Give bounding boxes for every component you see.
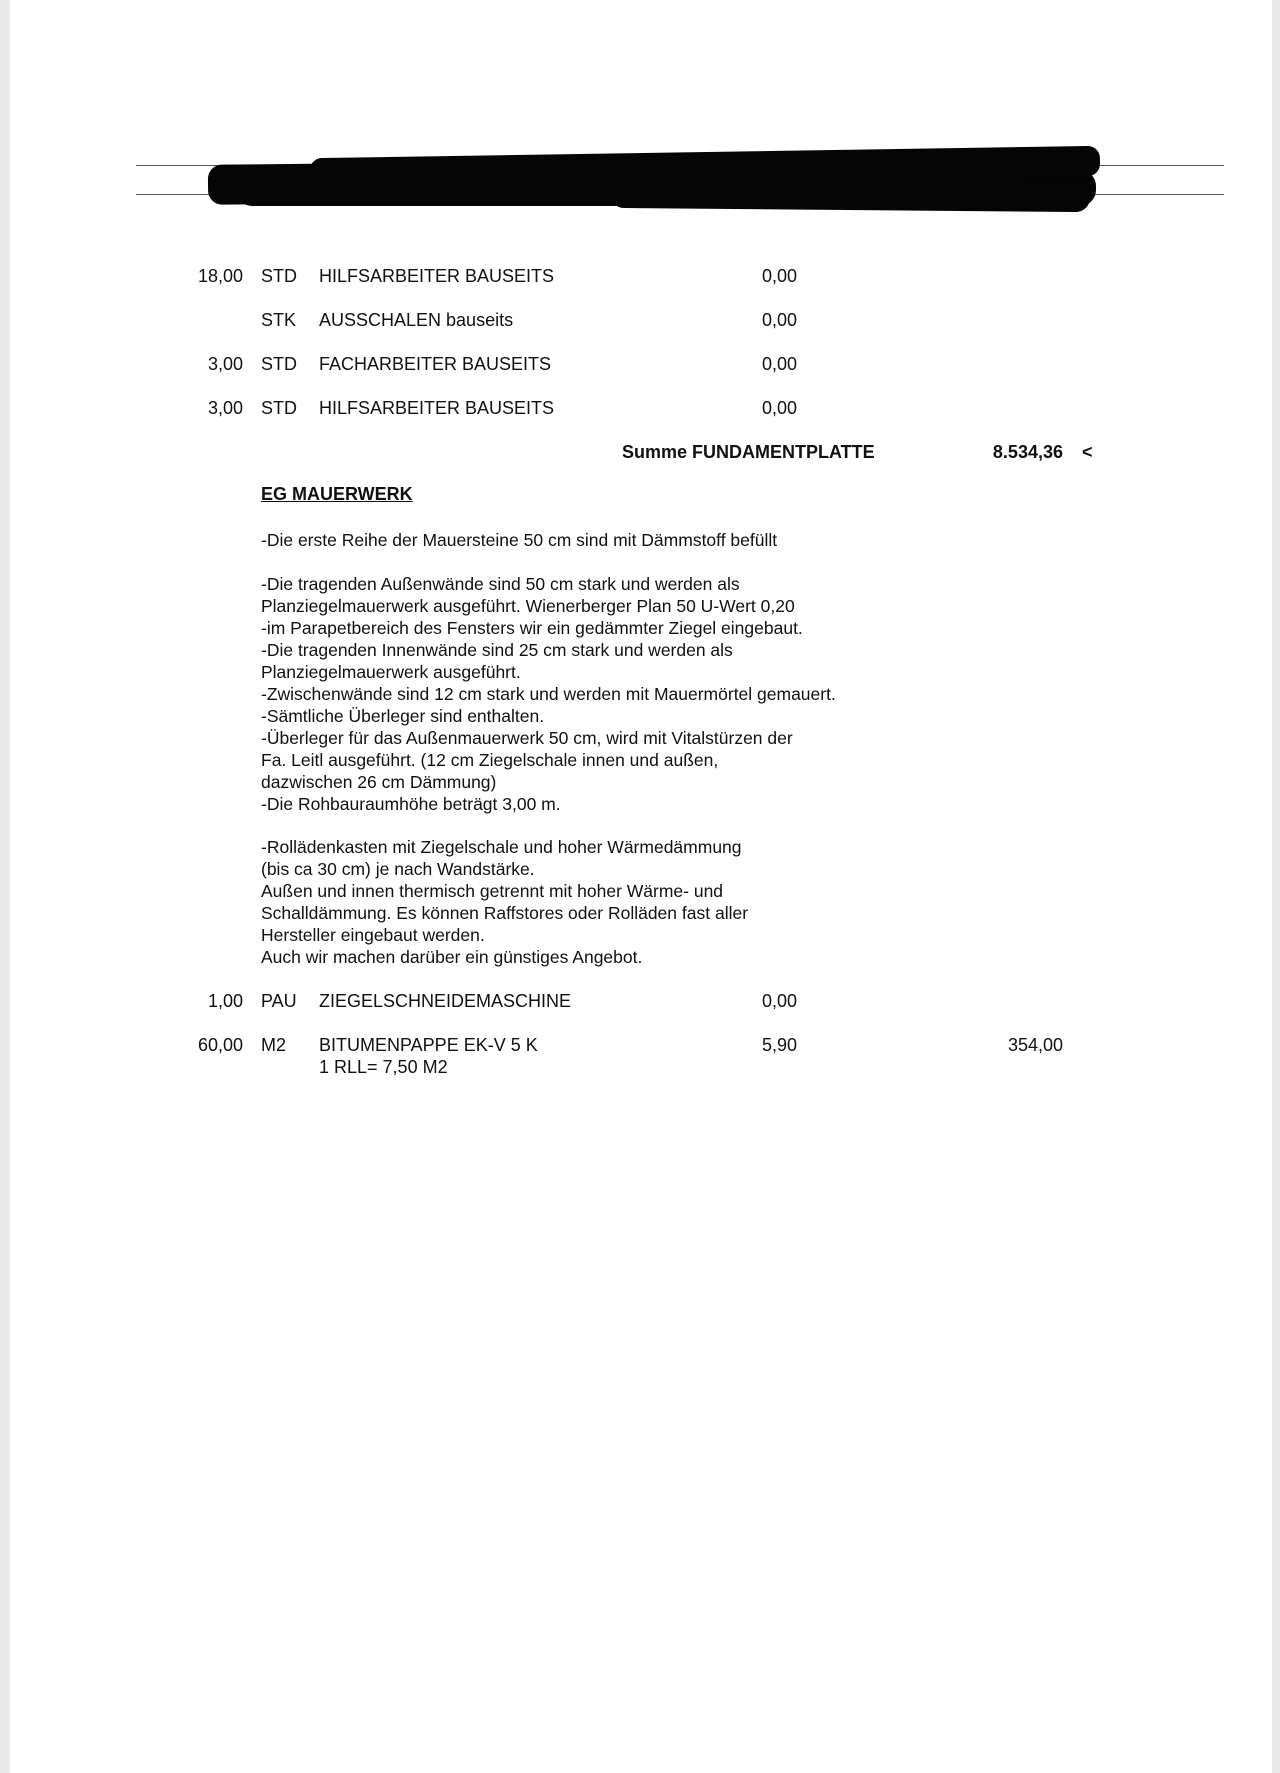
unit-price: 0,00 [761, 354, 797, 374]
quantity: 3,00 [207, 354, 243, 374]
unit-price: 0,00 [761, 398, 797, 418]
unit-price: 0,00 [761, 266, 797, 286]
unit: STK [261, 310, 297, 330]
text-line: -Sämtliche Überleger sind enthalten. [261, 706, 545, 726]
description: ZIEGELSCHNEIDEMASCHINE [319, 991, 572, 1011]
text-line: -Überleger für das Außenmauerwerk 50 cm, wird mit Vitalstürzen der [261, 728, 793, 748]
text-line: Fa. Leitl ausgeführt. (12 cm Ziegelschale innen und außen, [261, 750, 719, 770]
description: FACHARBEITER BAUSEITS [319, 354, 552, 374]
text-line: -Die erste Reihe der Mauersteine 50 cm sind mit Dämmstoff befüllt [261, 530, 778, 550]
unit: PAU [261, 991, 297, 1011]
description: AUSSCHALEN bauseits [319, 310, 514, 330]
quantity: 18,00 [197, 266, 243, 286]
section-paragraph-3 [261, 836, 748, 968]
description: HILFSARBEITER BAUSEITS [319, 398, 555, 418]
summary-marker: < [1082, 442, 1093, 462]
text-line: -Die tragenden Innenwände sind 25 cm stark und werden als [261, 640, 733, 660]
text-line: dazwischen 26 cm Dämmung) [261, 772, 497, 792]
quantity: 60,00 [197, 1035, 243, 1055]
unit: STD [261, 354, 297, 374]
line-total: 354,00 [1007, 1035, 1063, 1055]
text-line: -im Parapetbereich des Fensters wir ein gedämmter Ziegel eingebaut. [261, 618, 803, 638]
text-line: (bis ca 30 cm) je nach Wandstärke. [261, 859, 535, 879]
text-line: Hersteller eingebaut werden. [261, 925, 485, 945]
section-paragraph-2 [261, 573, 836, 815]
unit: STD [261, 266, 297, 286]
text-line: Außen und innen thermisch getrennt mit hoher Wärme- und [261, 881, 724, 901]
description: BITUMENPAPPE EK-V 5 K [319, 1035, 538, 1055]
unit: STD [261, 398, 297, 418]
section-paragraph-1 [261, 529, 777, 551]
summary-label: Summe FUNDAMENTPLATTE [622, 442, 875, 462]
quantity: 3,00 [207, 398, 243, 418]
unit-price: 0,00 [761, 991, 797, 1011]
text-line: Planziegelmauerwerk ausgeführt. Wienerberger Plan 50 U-Wert 0,20 [261, 596, 795, 616]
text-line: Planziegelmauerwerk ausgeführt. [261, 662, 521, 682]
text-line: -Rollädenkasten mit Ziegelschale und hoher Wärmedämmung [261, 837, 742, 857]
description-secondary: 1 RLL= 7,50 M2 [319, 1057, 448, 1077]
text-line: -Zwischenwände sind 12 cm stark und werden mit Mauermörtel gemauert. [261, 684, 836, 704]
description: HILFSARBEITER BAUSEITS [319, 266, 555, 286]
text-line: -Die Rohbauraumhöhe beträgt 3,00 m. [261, 794, 561, 814]
unit-price: 5,90 [761, 1035, 797, 1055]
unit-price: 0,00 [761, 310, 797, 330]
section-heading: EG MAUERWERK [261, 484, 413, 504]
text-line: -Die tragenden Außenwände sind 50 cm stark und werden als [261, 574, 740, 594]
quantity: 1,00 [207, 991, 243, 1011]
unit: M2 [261, 1035, 287, 1055]
text-line: Auch wir machen darüber ein günstiges Angebot. [261, 947, 643, 967]
summary-value: 8.534,36 [992, 442, 1063, 462]
text-line: Schalldämmung. Es können Raffstores oder Rolläden fast aller [261, 903, 749, 923]
